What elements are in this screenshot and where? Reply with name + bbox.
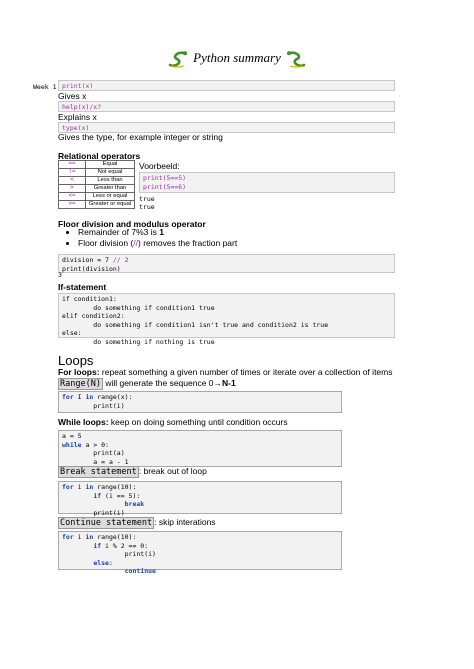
floor-bullets xyxy=(58,227,237,249)
if-heading: If-statement xyxy=(58,282,107,292)
table-row xyxy=(59,161,135,169)
operator-symbol: > xyxy=(59,185,86,193)
code-block-floor: division = 7 // 2 print(division) xyxy=(58,254,395,273)
snake-icon xyxy=(168,50,190,68)
table-row xyxy=(59,169,135,177)
operator-symbol: < xyxy=(59,177,86,185)
operator-symbol: == xyxy=(59,161,86,169)
for-loops-text: For loops: repeat something a given number of times or iterate over a collection of items xyxy=(58,367,393,377)
code-block-while: a = 5 while a > 0: print(a) a = a - 1 xyxy=(58,430,342,467)
relational-output: true true xyxy=(139,195,155,211)
operator-symbol: != xyxy=(59,169,86,177)
operator-symbol: <= xyxy=(59,193,86,201)
range-text: Range(N) will generate the sequence 0→N-1 xyxy=(60,378,236,389)
intro-text-2: Explains x xyxy=(58,112,97,122)
code-block-break: for i in range(10): if (i == 5): break print(i) xyxy=(58,481,342,514)
week-label: Week 1 xyxy=(33,83,57,91)
while-loops-text: While loops: keep on doing something until condition occurs xyxy=(58,417,288,427)
table-row xyxy=(59,201,135,209)
list-item: • Remainder of 7%3 is 1 xyxy=(78,227,237,238)
operator-desc: Not equal xyxy=(86,169,135,177)
operator-desc: Less than xyxy=(86,177,135,185)
floor-output: 3 xyxy=(58,271,62,279)
code-block-for: for I in range(x): print(i) xyxy=(58,391,342,413)
code-block-if: if condition1: do something if condition1 true elif condition2: do something if condition1 isn't true and condition2 is true else: do something if nothing is true xyxy=(58,293,395,338)
code-block-continue: for i in range(10): if i % 2 == 0: print(i) else: continue xyxy=(58,531,342,570)
intro-text-3: Gives the type, for example integer or string xyxy=(58,132,223,142)
relational-heading: Relational operators xyxy=(58,151,141,161)
code-block-relational-example: print(5==5) print(5==6) xyxy=(139,172,395,193)
code-block-type: type(x) xyxy=(58,122,395,133)
operator-desc: Greater than xyxy=(86,185,135,193)
table-row xyxy=(59,177,135,185)
continue-text: Continue statement : skip interations xyxy=(60,517,216,528)
operator-symbol: >= xyxy=(59,201,86,209)
operator-desc: Equal xyxy=(86,161,135,169)
code-block-print: print(x) xyxy=(58,80,395,91)
intro-text-1: Gives x xyxy=(58,91,87,101)
operator-desc: Greater or equal xyxy=(86,201,135,209)
floor-heading: Floor division and modulus operator xyxy=(58,219,206,229)
page-title xyxy=(0,50,474,68)
voorbeeld-label: Voorbeeld: xyxy=(139,161,180,171)
table-row xyxy=(59,185,135,193)
break-text: Break statement : break out of loop xyxy=(60,466,207,477)
code-block-help: help(x)/x? xyxy=(58,101,395,112)
table-row xyxy=(59,193,135,201)
snake-icon xyxy=(284,50,306,68)
relational-table xyxy=(58,160,135,209)
operator-desc: Less or equal xyxy=(86,193,135,201)
list-item: • Floor division (//) removes the fraction part xyxy=(78,238,237,249)
page-title-text: Python summary xyxy=(193,50,281,65)
loops-heading: Loops xyxy=(58,353,94,368)
